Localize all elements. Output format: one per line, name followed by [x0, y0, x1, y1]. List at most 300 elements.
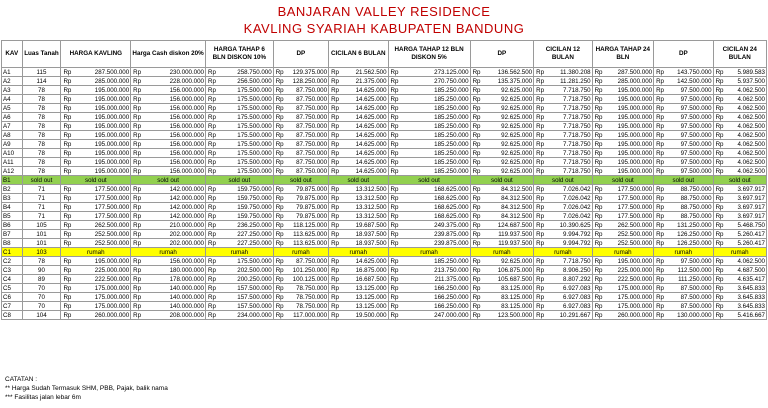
kav-cell: B7 [2, 230, 23, 239]
price-value: 11.380.208 [560, 68, 591, 76]
currency-label: Rp [63, 149, 72, 157]
currency-label: Rp [63, 293, 72, 301]
currency-label: Rp [715, 77, 724, 85]
price-cell [388, 239, 470, 248]
price-cell [273, 221, 328, 230]
price-value: 175.500.000 [237, 257, 272, 265]
table-row [2, 284, 767, 293]
price-value: 4.635.417 [737, 275, 765, 283]
price-cell [329, 230, 388, 239]
price-value: 87.750.000 [296, 113, 328, 121]
price-value: 87.750.000 [296, 104, 328, 112]
price-value: 256.500.000 [237, 77, 272, 85]
currency-label: Rp [656, 302, 665, 310]
currency-label: Rp [715, 68, 724, 76]
price-value: 87.500.000 [680, 284, 712, 292]
price-cell [592, 284, 654, 293]
currency-label: Rp [331, 149, 339, 157]
price-cell [206, 257, 274, 266]
currency-label: Rp [208, 284, 216, 292]
price-value: 11.281.250 [560, 77, 591, 85]
price-value: 285.000.000 [94, 77, 130, 85]
status-cell: sold out [329, 176, 388, 185]
currency-label: Rp [390, 302, 399, 310]
currency-label: Rp [275, 239, 284, 247]
currency-label: Rp [133, 158, 142, 166]
price-value: 7.718.750 [563, 140, 591, 148]
price-cell [654, 95, 713, 104]
price-cell [61, 167, 131, 176]
currency-label: Rp [472, 122, 481, 130]
price-cell [273, 167, 328, 176]
price-cell [654, 113, 713, 122]
currency-label: Rp [536, 122, 545, 130]
price-cell [61, 293, 131, 302]
price-value: 230.000.000 [169, 68, 205, 76]
currency-label: Rp [536, 311, 545, 319]
currency-label: Rp [63, 239, 72, 247]
price-cell [713, 284, 766, 293]
price-value: 210.000.000 [169, 221, 205, 229]
currency-label: Rp [331, 302, 339, 310]
currency-label: Rp [275, 293, 284, 301]
price-value: 156.000.000 [169, 104, 205, 112]
currency-label: Rp [390, 122, 399, 130]
price-value: 87.750.000 [296, 158, 328, 166]
kav-cell: C5 [2, 284, 23, 293]
currency-label: Rp [390, 167, 399, 175]
currency-label: Rp [536, 230, 545, 238]
price-value: 185.250.000 [434, 140, 469, 148]
table-row [2, 149, 767, 158]
price-value: 88.750.000 [680, 185, 712, 193]
price-value: 13.312.500 [355, 194, 387, 202]
luas-cell: 105 [22, 221, 61, 230]
kav-cell: B4 [2, 203, 23, 212]
currency-label: Rp [656, 140, 665, 148]
currency-label: Rp [208, 266, 216, 274]
price-cell [470, 275, 534, 284]
table-row [2, 239, 767, 248]
price-value: 157.500.000 [237, 302, 272, 310]
price-value: 180.000.000 [169, 266, 205, 274]
price-value: 3.645.833 [737, 293, 765, 301]
price-value: 5.937.500 [737, 77, 765, 85]
status-cell: sold out [534, 176, 592, 185]
price-cell [388, 149, 470, 158]
price-value: 84.312.500 [501, 185, 533, 193]
status-cell: 103 [22, 248, 61, 257]
price-cell [273, 131, 328, 140]
currency-label: Rp [133, 131, 142, 139]
price-cell [273, 203, 328, 212]
price-value: 175.000.000 [617, 284, 653, 292]
price-cell [206, 113, 274, 122]
price-cell [388, 266, 470, 275]
price-cell [388, 95, 470, 104]
price-value: 105.687.500 [497, 275, 533, 283]
currency-label: Rp [536, 86, 545, 94]
currency-label: Rp [63, 122, 72, 130]
price-value: 87.750.000 [296, 122, 328, 130]
price-cell [592, 185, 654, 194]
price-cell [206, 167, 274, 176]
currency-label: Rp [472, 275, 481, 283]
kav-cell: B8 [2, 239, 23, 248]
currency-label: Rp [390, 113, 399, 121]
price-value: 119.937.500 [498, 230, 533, 238]
currency-label: Rp [390, 104, 399, 112]
price-cell [206, 149, 274, 158]
price-cell [534, 194, 592, 203]
price-cell [654, 122, 713, 131]
currency-label: Rp [133, 95, 142, 103]
table-row [2, 266, 767, 275]
price-cell [273, 113, 328, 122]
currency-label: Rp [472, 167, 481, 175]
price-value: 7.026.042 [563, 212, 591, 220]
currency-label: Rp [536, 266, 545, 274]
price-value: 21.375.000 [355, 77, 387, 85]
price-value: 92.625.000 [501, 149, 533, 157]
price-cell [534, 122, 592, 131]
price-value: 195.000.000 [94, 86, 130, 94]
price-value: 97.500.000 [680, 257, 712, 265]
price-value: 100.125.000 [292, 275, 328, 283]
kav-cell: A4 [2, 95, 23, 104]
price-cell [61, 212, 131, 221]
currency-label: Rp [63, 77, 72, 85]
currency-label: Rp [133, 77, 142, 85]
price-value: 84.312.500 [501, 194, 533, 202]
price-value: 4.062.500 [737, 149, 765, 157]
currency-label: Rp [594, 221, 603, 229]
price-cell [388, 212, 470, 221]
luas-cell: 78 [22, 140, 61, 149]
table-row [2, 302, 767, 311]
currency-label: Rp [472, 185, 481, 193]
price-value: 177.500.000 [94, 185, 130, 193]
currency-label: Rp [594, 113, 603, 121]
currency-label: Rp [63, 275, 72, 283]
price-value: 195.000.000 [617, 131, 653, 139]
currency-label: Rp [594, 293, 603, 301]
price-cell [131, 149, 206, 158]
price-cell [206, 275, 274, 284]
price-value: 227.250.000 [237, 230, 272, 238]
price-cell [713, 122, 766, 131]
price-value: 14.625.000 [355, 149, 387, 157]
luas-cell: 78 [22, 158, 61, 167]
price-value: 195.000.000 [617, 86, 653, 94]
price-cell [206, 311, 274, 320]
price-value: 142.000.000 [169, 185, 205, 193]
price-value: 142.500.000 [677, 77, 712, 85]
price-value: 117.000.000 [293, 311, 328, 319]
price-value: 4.062.500 [737, 122, 765, 130]
table-row [2, 122, 767, 131]
price-value: 6.927.083 [563, 293, 591, 301]
currency-label: Rp [390, 149, 399, 157]
price-cell [329, 77, 388, 86]
price-cell [534, 212, 592, 221]
price-cell [534, 221, 592, 230]
luas-cell: 70 [22, 293, 61, 302]
currency-label: Rp [656, 95, 665, 103]
price-cell [470, 113, 534, 122]
price-cell [131, 302, 206, 311]
currency-label: Rp [133, 113, 142, 121]
status-cell: rumah [131, 248, 206, 257]
currency-label: Rp [208, 230, 216, 238]
price-cell [329, 86, 388, 95]
currency-label: Rp [594, 275, 603, 283]
price-value: 202.000.000 [169, 239, 205, 247]
price-value: 79.875.000 [296, 212, 328, 220]
price-cell [534, 95, 592, 104]
price-cell [534, 230, 592, 239]
currency-label: Rp [331, 122, 339, 130]
table-row [2, 176, 767, 185]
currency-label: Rp [331, 68, 339, 76]
status-cell: sold out [470, 176, 534, 185]
price-cell [470, 203, 534, 212]
price-cell [592, 140, 654, 149]
price-value: 202.500.000 [237, 266, 272, 274]
currency-label: Rp [275, 86, 284, 94]
price-cell [470, 221, 534, 230]
currency-label: Rp [656, 185, 665, 193]
currency-label: Rp [656, 86, 665, 94]
price-value: 234.000.000 [237, 311, 272, 319]
kav-cell: C8 [2, 311, 23, 320]
price-cell [534, 131, 592, 140]
price-value: 156.000.000 [169, 131, 205, 139]
price-cell [131, 284, 206, 293]
price-value: 113.625.000 [293, 239, 328, 247]
currency-label: Rp [63, 158, 72, 166]
currency-label: Rp [656, 149, 665, 157]
currency-label: Rp [594, 149, 603, 157]
luas-cell: 70 [22, 302, 61, 311]
price-cell [534, 68, 592, 77]
price-value: 185.250.000 [434, 257, 469, 265]
table-row [2, 293, 767, 302]
price-cell [534, 293, 592, 302]
price-table [1, 40, 767, 320]
table-row [2, 257, 767, 266]
page-title: BANJARAN VALLEY RESIDENCE [277, 4, 491, 19]
price-cell [592, 230, 654, 239]
price-value: 129.375.000 [292, 68, 328, 76]
price-cell [273, 230, 328, 239]
currency-label: Rp [63, 230, 72, 238]
currency-label: Rp [133, 140, 142, 148]
price-cell [329, 122, 388, 131]
luas-cell: 78 [22, 257, 61, 266]
currency-label: Rp [208, 131, 216, 139]
kav-cell: C4 [2, 275, 23, 284]
currency-label: Rp [656, 257, 665, 265]
currency-label: Rp [133, 239, 142, 247]
price-cell [273, 302, 328, 311]
status-cell: sold out [592, 176, 654, 185]
currency-label: Rp [715, 185, 724, 193]
price-value: 92.625.000 [501, 122, 533, 130]
table-row [2, 275, 767, 284]
price-value: 92.625.000 [501, 104, 533, 112]
currency-label: Rp [390, 230, 399, 238]
currency-label: Rp [331, 257, 339, 265]
price-value: 13.125.000 [355, 284, 387, 292]
column-header: DP [654, 41, 713, 68]
price-value: 16.875.000 [355, 266, 387, 274]
price-cell [61, 140, 131, 149]
price-cell [713, 257, 766, 266]
currency-label: Rp [715, 113, 724, 121]
luas-cell: 78 [22, 122, 61, 131]
price-cell [206, 302, 274, 311]
table-row [2, 167, 767, 176]
price-cell [131, 68, 206, 77]
price-cell [592, 257, 654, 266]
price-value: 177.500.000 [617, 212, 653, 220]
price-value: 213.750.000 [434, 266, 469, 274]
price-value: 236.250.000 [237, 221, 272, 229]
currency-label: Rp [390, 95, 399, 103]
price-cell [592, 131, 654, 140]
price-cell [470, 104, 534, 113]
price-cell [273, 122, 328, 131]
price-cell [713, 158, 766, 167]
price-cell [592, 113, 654, 122]
price-value: 87.500.000 [680, 293, 712, 301]
price-value: 19.687.500 [355, 221, 387, 229]
currency-label: Rp [208, 275, 216, 283]
price-value: 222.500.000 [617, 275, 653, 283]
price-cell [329, 221, 388, 230]
currency-label: Rp [594, 131, 603, 139]
price-cell [654, 257, 713, 266]
price-cell [534, 185, 592, 194]
price-cell [713, 194, 766, 203]
currency-label: Rp [63, 311, 72, 319]
currency-label: Rp [208, 302, 216, 310]
price-value: 168.625.000 [434, 185, 469, 193]
price-value: 202.000.000 [169, 230, 205, 238]
price-value: 8.906.250 [563, 266, 591, 274]
price-cell [713, 140, 766, 149]
currency-label: Rp [715, 203, 724, 211]
price-value: 97.500.000 [680, 167, 712, 175]
price-value: 14.625.000 [355, 113, 387, 121]
currency-label: Rp [715, 122, 724, 130]
price-cell [713, 68, 766, 77]
currency-label: Rp [715, 230, 724, 238]
currency-label: Rp [275, 104, 284, 112]
currency-label: Rp [594, 194, 603, 202]
status-cell: sold out [61, 176, 131, 185]
price-cell [206, 221, 274, 230]
price-cell [61, 203, 131, 212]
currency-label: Rp [536, 131, 545, 139]
currency-label: Rp [472, 149, 481, 157]
currency-label: Rp [63, 113, 72, 121]
currency-label: Rp [275, 113, 284, 121]
price-cell [206, 77, 274, 86]
price-value: 7.718.750 [563, 167, 591, 175]
price-value: 159.750.000 [237, 185, 272, 193]
currency-label: Rp [275, 275, 284, 283]
price-value: 5.468.750 [737, 221, 765, 229]
price-cell [131, 266, 206, 275]
status-cell: rumah [206, 248, 274, 257]
table-row [2, 221, 767, 230]
price-cell [273, 194, 328, 203]
currency-label: Rp [390, 275, 399, 283]
price-cell [470, 230, 534, 239]
price-value: 185.250.000 [434, 122, 469, 130]
price-value: 118.125.000 [293, 221, 328, 229]
currency-label: Rp [536, 212, 545, 220]
currency-label: Rp [63, 86, 72, 94]
currency-label: Rp [594, 230, 603, 238]
currency-label: Rp [63, 257, 72, 265]
price-value: 185.250.000 [434, 131, 469, 139]
price-value: 252.500.000 [617, 239, 653, 247]
price-value: 83.125.000 [501, 302, 533, 310]
currency-label: Rp [656, 77, 665, 85]
price-cell [61, 257, 131, 266]
currency-label: Rp [656, 113, 665, 121]
price-value: 88.750.000 [680, 212, 712, 220]
price-value: 195.000.000 [94, 95, 130, 103]
luas-cell: 71 [22, 212, 61, 221]
price-value: 106.875.000 [497, 266, 533, 274]
price-value: 7.718.750 [563, 122, 591, 130]
price-value: 128.250.000 [292, 77, 328, 85]
currency-label: Rp [208, 149, 216, 157]
currency-label: Rp [63, 167, 72, 175]
currency-label: Rp [472, 221, 481, 229]
kav-cell: C2 [2, 257, 23, 266]
currency-label: Rp [133, 221, 142, 229]
price-cell [131, 122, 206, 131]
price-cell [61, 266, 131, 275]
price-cell [470, 167, 534, 176]
price-value: 185.250.000 [434, 104, 469, 112]
currency-label: Rp [536, 77, 545, 85]
currency-label: Rp [656, 284, 665, 292]
currency-label: Rp [390, 212, 399, 220]
currency-label: Rp [133, 311, 142, 319]
price-cell [592, 86, 654, 95]
price-cell [388, 122, 470, 131]
price-value: 195.000.000 [94, 149, 130, 157]
currency-label: Rp [472, 140, 481, 148]
luas-cell: 70 [22, 284, 61, 293]
price-cell [329, 275, 388, 284]
price-value: 175.500.000 [237, 149, 272, 157]
price-cell [329, 113, 388, 122]
currency-label: Rp [536, 239, 545, 247]
currency-label: Rp [536, 113, 545, 121]
currency-label: Rp [331, 131, 339, 139]
currency-label: Rp [133, 293, 142, 301]
price-value: 185.250.000 [434, 86, 469, 94]
price-value: 13.312.500 [355, 203, 387, 211]
price-cell [470, 185, 534, 194]
